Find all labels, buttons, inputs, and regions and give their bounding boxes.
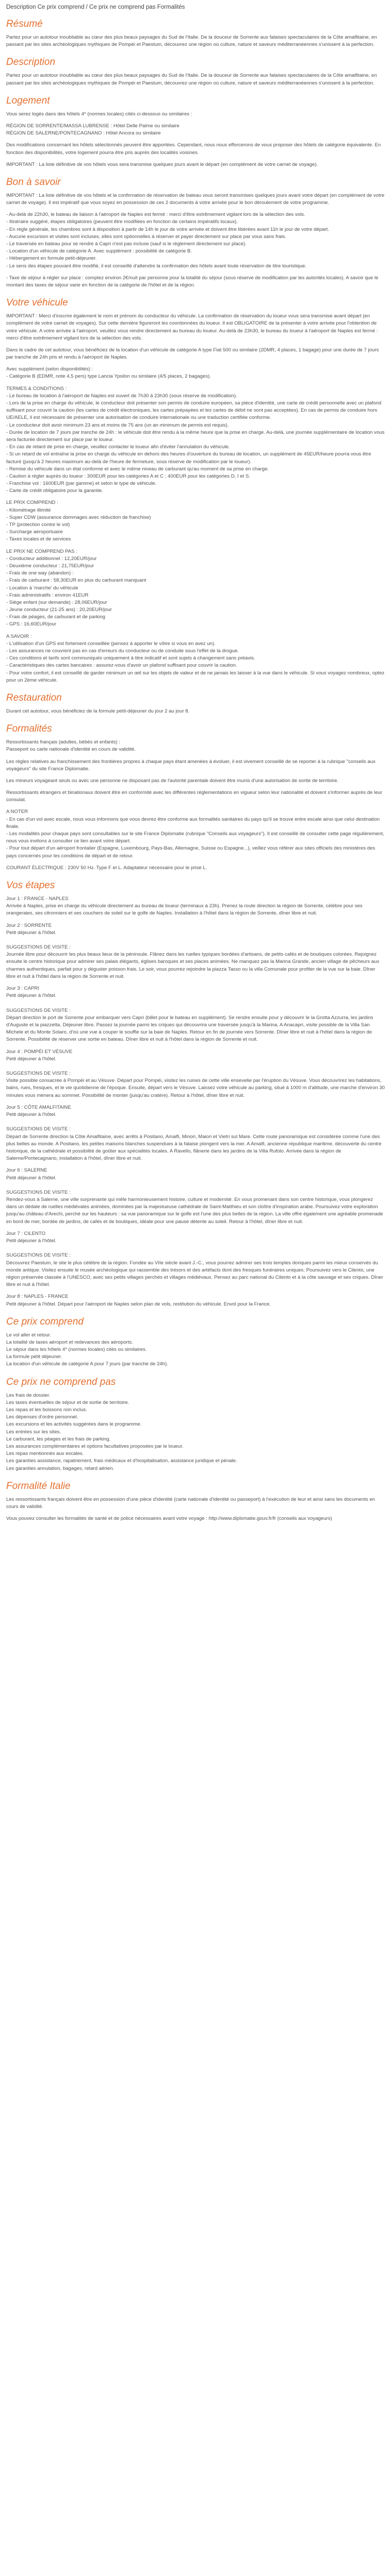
formalites-paragraph: Les mineurs voyageant seuls ou avec une personne ne disposant pas de l'autorité parentale doivent être munis d'une autorisation de sortie de territoire. (6, 777, 339, 784)
day-text: Petit déjeuner à l'hôtel. SUGGESTIONS DE VISITE : Départ de Sorrente direction la Côte Amalfitaine, avec arrêts à Positano, Amalfi, Minori, Maiori et Vietri sul Mare. Cette route panoramique est considérée comme l'une des plus belles au monde. A Positano, les petites maisons blanches suspendues à la falaise plongent vers la mer. A Amalfi, ancienne république maritime, découverte du centre historique, de la cathédrale et possibilité de goûter aux spécialités locales. A Ravello, flânerie dans les jardins de la Villa Rufolo. Arrivée dans la région de Salerne/Pontecagnano, installation à l'hôtel, dîner libre et nuit. (6, 1112, 382, 1162)
day-label: Jour 2 : SORRENTE (6, 922, 52, 928)
description-text: Partez pour un autotour inoubliable au cœur des plus beaux paysages du Sud de l'Italie. De la douceur de Sorrente aux falaises spectaculaires de la Côte amalfitaine, en passant par les sites archéologiques mythiques de Pompéi et Paestum, découvrez une région où culture, nature et saveurs méditerranéennes s'unissent à la perfection. (6, 73, 377, 86)
list-item: Les repas mentionnés aux escales. (6, 1451, 84, 1457)
formalites-paragraph: A NOTER - En cas d'un vol avec escale, nous vous informons que vous devrez être conforme aux formalités sanitaires du pays qu'il se trouve entre escale ainsi que celui destination finale. - Les modalités pour chaque pays sont consultables sur le site France Diplomatie (rubrique "Conseils aux voyageurs"). Il est conseillé de consulter cette page régulièrement, nous vous invitons à consulter ce lien avant votre départ. - Pour tout départ d'un aéroport frontalier (Espagne, Luxembourg, Pays-Bas, Allemagne, Suisse ou Espagne...), veillez vous référer aux sites officiels des ministères des pays concernés pour les conditions de départ et de retour. (6, 809, 384, 859)
restauration-title: Restauration (6, 692, 62, 703)
list-item: Les dépenses d'ordre personnel. (6, 1414, 78, 1420)
formalites-paragraph: COURANT ÉLECTRIQUE : 230V 50 Hz. Type F et L. Adaptateur nécessaire pour le prise L. (6, 865, 207, 871)
logement-note: IMPORTANT : La liste définitive de vos hôtels vous sera transmise quelques jours avant le départ (en complément de votre carnet de voyage). (6, 161, 318, 167)
resume-text: Partez pour un autotour inoubliable au cœur des plus beaux paysages du Sud de l'Italie. De la douceur de Sorrente aux falaises spectaculaires de la Côte amalfitaine, en passant par les sites archéologiques mythiques de Pompéi et Paestum, découvrez une région où culture, nature et saveurs méditerranéennes s'unissent à la perfection. (6, 35, 377, 48)
list-item: - GPS : 16,60EUR/jour (6, 621, 57, 628)
list-item: Les assurances complémentaires et options facultatives proposées par le loueur. (6, 1443, 184, 1449)
list-item: - L'utilisation d'un GPS est fortement conseillée (pensez à apporter le vôtre si vous en avez un). (6, 640, 216, 647)
day-label: Jour 4 : POMPÉI ET VÉSUVE (6, 1048, 73, 1055)
list-item: - Conducteur additionnel : 12,20EUR/jour (6, 555, 97, 562)
vehicule-paragraph: IMPORTANT : Merci d'inscrire également le nom et prénom du conducteur du véhicule. La confirmation de réservation du loueur vous sera transmise avant départ (en complément de votre carnet de voyages). Sur cette dernière figureront les coordonnées du loueur. Il est OBLIGATOIRE de la présenter à votre arrivée pour l'obtention de votre véhicule. A votre arrivée à l'aéroport, veuillez vous rendre directement au bureau du loueur. Au-delà de 23h30, le bureau du loueur à l'aéroport de Naples est fermé : merci d'être extrêmement vigilant lors de la sélection des vols. (6, 313, 378, 341)
list-item: Les garanties assistance, rapatriement, frais médicaux et d'hospitalisation, assistance juridique et pénale. (6, 1458, 237, 1464)
bonasavoir-paragraph: - Taxe de séjour à régler sur place : comptez environ 2€/nuit par personne pour la totalité du séjour (sous réserve de modification par les autorités locales). A savoir que le montant des taxes de séjour varie en fonction de la catégorie de l'hôtel et de la région. (6, 275, 379, 288)
etapes-title: Vos étapes (6, 879, 55, 891)
day-label: Jour 7 : CILENTO (6, 1230, 46, 1236)
formalites-paragraph: Les règles relatives au franchissement des frontières propres à chaque pays étant amenées à évoluer, il est vivement conseillé de se reporter à la rubrique "conseils aux voyageurs" du site France Diplomatie. (6, 758, 376, 772)
list-item: - Ces conditions et tarifs sont communiqués uniquement à titre indicatif et sont sujets à changement sans préavis. (6, 655, 255, 662)
bonasavoir-title: Bon à savoir (6, 176, 61, 188)
list-item: Les garanties annulation, bagages, retard aérien. (6, 1465, 115, 1471)
restauration-text: Durant cet autotour, vous bénéficiez de la formule petit-déjeuner du jour 2 au jour 8. (6, 708, 190, 714)
prix-ne-comprend-block (6, 548, 385, 629)
day-label: Jour 5 : CÔTE AMALFITAINE (6, 1104, 71, 1110)
day-label: Jour 1 : FRANCE - NAPLES (6, 895, 69, 902)
formalites-paragraph: Ressortissants étrangers et binationaux doivent être en conformité avec les différentes réglementations en vigueur selon leur nationalité et doivent s'informer auprès de leur consulat. (6, 790, 383, 803)
asavoir-block (6, 633, 385, 684)
formalites-title: Formalités (6, 723, 52, 735)
bonasavoir-paragraph: - Au-delà de 22h30, le bateau de liaison à l'aéroport de Naples est fermé : merci d'être extrêmement vigilant lors de la sélection des vols. - Itinéraire suggéré, étapes obligatoires (peuvent être modifiées en fonction de certains impératifs locaux). - En règle générale, les chambres sont à disposition à partir de 14h le jour de votre arrivée et doivent être libérées avant 11h le jour de votre départ. - Aucune excursion et visites sont incluses, elles sont optionnelles à réserver et payer directement sur place par vous sans frais. - Le traversée en bateau pour se rendre à Capri n'est pas incluse (sauf si le règlement directement sur place). - Location d'un véhicule de catégorie A. Avec supplément : possibilité de catégorie B. - Hébergement en formule petit-déjeuner. - Le sens des étapes pouvant être modifié, il est conseillé d'attendre la confirmation des hôtels avant toute réservation de titre touristique. (6, 212, 329, 269)
prix-comprend-block (6, 499, 385, 543)
list-item: - Deuxième conducteur : 21,75EUR/jour (6, 563, 94, 569)
day-text: Petit déjeuner à l'hôtel. Départ pour l'aéroport de Naples selon plan de vols, restitution du véhicule. Envol pour la France. (6, 1301, 271, 1307)
logement-paragraph: Des modifications concernant les hôtels sélectionnés peuvent être apportées. Cependant, nous nous efforcerons de vous proposer des hôtels de catégorie équivalente. En fonction des disponibilités, votre logement pourra être pris auprès des localités voisines. (6, 142, 381, 156)
logement-paragraph: RÉGION DE SORRENTE/MASSA LUBRENSE : Hôtel Delle Palme ou similaire RÉGION DE SALERNE/PONTECAGNANO : Hôtel Ancora ou similaire (6, 123, 180, 137)
day-block (6, 1167, 385, 1226)
day-text: Petit déjeuner à l'hôtel. SUGGESTIONS DE VISITE : Visite possible consacrée à Pompéi et au Vésuve. Départ pour Pompéi, visitez les ruines de cette ville ensevelie par l'éruption du Vésuve. Vous découvrirez les habitations, bains, rues, fresques, et le vie quotidienne de l'époque. Ensuite, départ vers le Vésuve. Laissez votre véhicule au parking, situé à 1000 m d'altitude, une marche d'environ 30 minutes vous mènera au sommet. Possibilité de monter (jusqu'au cratère). Retour à l'hôtel, dîner libre et nuit. (6, 1056, 385, 1098)
day-text: Petit déjeuner à l'hôtel. SUGGESTIONS DE VISITE : Départ direction le port de Sorrente pour embarquer vers Capri (billet pour le bateau en supplément). Se rendre ensuite pour y découvrir le la Grotta Azzurra, les jardins d'Auguste et la piazzetta. Déjeuner libre. Passez la journée parmi les criques qui découvrira une traversée jusqu'à la Marina. A Anacapri, visite possible de la Villa San Michele et du Monte Solaro, d'où une vue à couper le souffle sur la baie de Naples. Retour en fin de journée vers Sorrente. Dîner libre et nuit à l'hôtel dans la région de Sorrente. Possibilité de réserver une sortie en bateau. Dîner libre et nuit à l'hôtel dans la région de Sorrente et nuit. (6, 993, 373, 1043)
day-block (6, 1104, 385, 1163)
day-text: Petit déjeuner à l'hôtel. SUGGESTIONS DE VISITE : Découvrez Paestum, le site le plus célèbre de la région. Fondée au VIIe siècle avant J.-C., vous pourrez admirer ses trois temples doriques parmi les mieux conservés du monde antique. Visitez ensuite le musée archéologique qui rassemble des trésors et des artéfacts dont des fresques funéraires uniques. Poursuivez vers le Cilento, une région préservée classée à l'UNESCO, avec ses petits villages perchés et villages médiévaux. Pensez au parc national du Cilento et à la côte sauvage et ses criques. Dîner libre et nuit à l'hôtel. (6, 1238, 383, 1288)
list-item: - Taxes locales et de services (6, 536, 71, 543)
ce-prix-ne-comprend-title: Ce prix ne comprend pas (6, 1376, 116, 1387)
formalite-italie-title: Formalité Italie (6, 1480, 71, 1492)
logement-paragraph: Vous serez logés dans des hôtels 4* (normes locales) cités ci-dessous ou similaires : (6, 111, 192, 117)
list-item: - Caractéristiques des cartes bancaires : assurez-vous d'avoir un plafond suffisant pour couvrir la caution. (6, 663, 237, 669)
day-text: Arrivée à Naples, prise en charge du véhicule directement au bureau de loueur (terminaux à 23h). Prenez la route direction la région de Sorrente, célèbre pour ses orangeraies, ses citronniers et ses couchers de soleil sur le golfe de Naples. Installation à l'hôtel dans la région de Sorrente, dîner libre et nuit. (6, 903, 363, 917)
formalite-italie-paragraph: Les ressortissants français doivent être en possession d'une pièce d'identité (carte nationale d'identité ou passeport) à l'exécution de leur et ainsi sans les documents en cours de validité. (6, 1496, 376, 1510)
day-text: Petit déjeuner à l'hôtel. SUGGESTIONS DE VISITE : Rendez-vous à Salerne, une ville surprenante qui mêle harmonieusement histoire, culture et modernité. En vous promenant dans son centre historique, vous plongerez dans un dédale de ruelles médiévales animées, dominées par la majestueuse cathédrale de Saint-Matthieu et son cloître d'inspiration arabe. Poursuivez votre exploration jusqu'au château d'Arechi, perché sur les hauteurs : sa vue panoramique sur le golfe est l'une des plus belles de la région. La ville offre également une agréable promenade en bord de mer, bordée de jardins, de cafés et de boutiques, idéale pour une pause détente au soleil. Retour à l'hôtel, dîner libre et nuit. (6, 1175, 383, 1225)
day-block (6, 985, 385, 1044)
formalites-paragraph: Ressortissants français (adultes, bébés et enfants) : Passeport ou carte nationale d'identité en cours de validité. (6, 739, 136, 753)
day-label: Jour 3 : CAPRI (6, 986, 39, 991)
list-item: - Jeune conducteur (21-25 ans) : 20,20EUR/jour (6, 607, 112, 613)
list-item: - Super CDW (assurance dommages avec réduction de franchise) (6, 514, 151, 520)
list-item: Les entrées sur les sites. (6, 1429, 61, 1435)
asavoir-heading: A SAVOIR : (6, 633, 32, 639)
list-item: - TP (protection contre le vol) (6, 522, 70, 528)
prix-comprend-heading: LE PRIX COMPREND : (6, 500, 58, 506)
day-block (6, 922, 385, 981)
ce-prix-ne-comprend-list (6, 1392, 385, 1472)
list-item: - Frais de carburant : 58,30EUR en plus du carburant manquant (6, 578, 146, 584)
day-block (6, 1293, 385, 1308)
day-block (6, 1048, 385, 1099)
description-title: Description (6, 57, 56, 68)
list-item: - Pour votre confort, il est conseillé de garder minimum un œil sur les objets de valeur et de ne jamais les laisser à la vue dans le véhicule. Si vous voyagez nombreux, optez pour un 2ème véhicule. (6, 670, 385, 683)
list-item: - Location à 'marche' du véhicule (6, 585, 78, 591)
prix-ne-comprend-heading: LE PRIX NE COMPREND PAS : (6, 548, 77, 554)
day-label: Jour 8 : NAPLES - FRANCE (6, 1294, 69, 1300)
day-label: Jour 6 : SALERNE (6, 1167, 47, 1174)
vehicule-paragraph: Avec supplément (selon disponibilités) : - Catégorie B (EDMR, note 4,5 pers) type Lancia Ypsilon ou similaire (4/5 places, 2 bagages). (6, 366, 211, 380)
bonasavoir-paragraph: IMPORTANT : La liste définitive de vos hôtels et la confirmation de réservation de bateau vous seront transmises quelques jours avant votre départ (en complément de votre carnet de voyage). Il est impératif que vous soyez en possession de ces 2 documents à votre arrivée pour le bon déroulement de votre programme. (6, 192, 385, 206)
list-item: La location d'un véhicule de catégorie A pour 7 jours (par tranche de 24h). (6, 1361, 168, 1367)
list-item: Les taxes éventuelles de séjour et de sortie de territoire. (6, 1399, 129, 1405)
day-text: Petit déjeuner à l'hôtel. SUGGESTIONS DE VISITE : Journée libre pour découvrir les plus beaux lieux de la péninsule. Flânez dans les ruelles typiques bordées d'artisans, de petits cafés et de boutiques colorées. Rejoignez ensuite le centre historique pour admirer ses palais élégants, églises baroques et ses places animées. Ne manquez pas la Marina Grande, ancien village de pêcheurs aux charmes authentiques, parfait pour y déguster poisson frais. Le soir, vous pourrez rejoindre la piazza Tasso ou la villa Comunale pour profiter de la vue sur la baie. Dîner libre et nuit à l'hôtel dans la région de Sorrente et nuit. (6, 929, 380, 979)
list-item: La formule petit déjeuner. (6, 1354, 62, 1360)
vehicule-paragraph: Dans le cadre de cet autotour, vous bénéficiez de la location d'un véhicule de catégorie A type Fiat 500 ou similaire (2DMR, 4 places, 1 bagage) pour une durée de 7 jours par tranche de 24h pris et rendu à l'aéroport de Naples. (6, 347, 379, 361)
list-item: - Kilométrage illimité (6, 507, 51, 513)
list-item: - Frais de one way (abandon) : (6, 570, 74, 577)
vehicule-title: Votre véhicule (6, 297, 68, 309)
ce-prix-comprend-title: Ce prix comprend (6, 1316, 84, 1327)
ce-prix-comprend-list (6, 1332, 385, 1368)
formalite-italie-paragraph[interactable]: Vous pouvez consulter les formalités de santé et de police nécessaires avant votre voyage : http://www.diplomatie.gouv.fr/fr (conseils aux voyageurs) (6, 1516, 332, 1522)
vehicule-paragraph: TERMES & CONDITIONS : - Le bureau de location à l'aéroport de Naples est ouvert de 7h30 à 23h30 (sous réserve de modification). - Lors de la prise en charge du véhicule, le conducteur doit présenter son permis de conduire européen, sa pièce d'identité, une carte de crédit personnelle avec un plafond suffisant pour couvrir la caution (les cartes de crédit électroniques, les cartes prépayées et les cartes de débit ne sont pas acceptées). En cas de permis de conduire hors UE/AELE, il est nécessaire de présenter une autorisation de conduire internationale ou une traduction certifiée conforme. - Le conducteur doit avoir minimum 23 ans et moins de 75 ans (un an minimum de permis est requis). - Durée de location de 7 jours par tranche de 24h : le véhicule doit être rendu à la même heure que la prise en charge. Au-delà, une journée supplémentaire de location vous sera facturée directement sur place par le loueur. - En cas de retard de prise en charge, veuillez contacter le loueur afin d'éviter l'annulation du véhicule. - Si un retard de vol entraîne la prise en charge du véhicule en dehors des heures d'ouverture du bureau de location, un supplément de 45EUR/heure pourra vous être facturé (jusqu'à 2 heures maximum au-delà de l'heure de fermeture, sous réserve de modification par le loueur). - Remise du véhicule dans un état conforme et avec le même niveau de carburant qu'au moment de sa prise en charge. - Caution à régler auprès du loueur : 300EUR pour les catégories A et C ; 400EUR pour les catégories D, I et S. - Franchise vol : 1600EUR (par gamme) et selon le type de véhicule. - Carte de crédit obligatoire pour la garantie. (6, 385, 385, 494)
list-item: Le carburant, les péages et les frais de parking. (6, 1436, 111, 1442)
list-item: - Frais de péages, de carburant et de parking (6, 614, 105, 620)
list-item: - Siège enfant (sur demande) : 28,06EUR/jour (6, 599, 107, 605)
list-item: - Surcharge aéroportuaire (6, 529, 63, 535)
list-item: - Les assurances ne couvrent pas en cas d'erreurs du conducteur ou de conduite sous l'effet de la drogue. (6, 648, 239, 654)
day-block (6, 895, 385, 918)
logement-title: Logement (6, 95, 50, 106)
resume-title: Résumé (6, 19, 43, 29)
list-item: Les repas et les boissons non inclus. (6, 1407, 87, 1413)
list-item: - Frais administratifs : environ 41EUR (6, 592, 89, 598)
section-tabs[interactable]: Description Ce prix comprend / Ce prix ne comprend pas Formalités (6, 4, 185, 10)
day-block (6, 1230, 385, 1289)
list-item: Le séjour dans les hôtels 4* (normes locales) cités ou similaires. (6, 1347, 147, 1353)
list-item: Les frais de dossier. (6, 1392, 51, 1398)
list-item: Le vol aller et retour. (6, 1332, 51, 1338)
list-item: Les excursions et les activités suggérées dans le programme. (6, 1421, 142, 1428)
list-item: La totalité de taxes aéroport et redevances des aéroports. (6, 1339, 133, 1345)
